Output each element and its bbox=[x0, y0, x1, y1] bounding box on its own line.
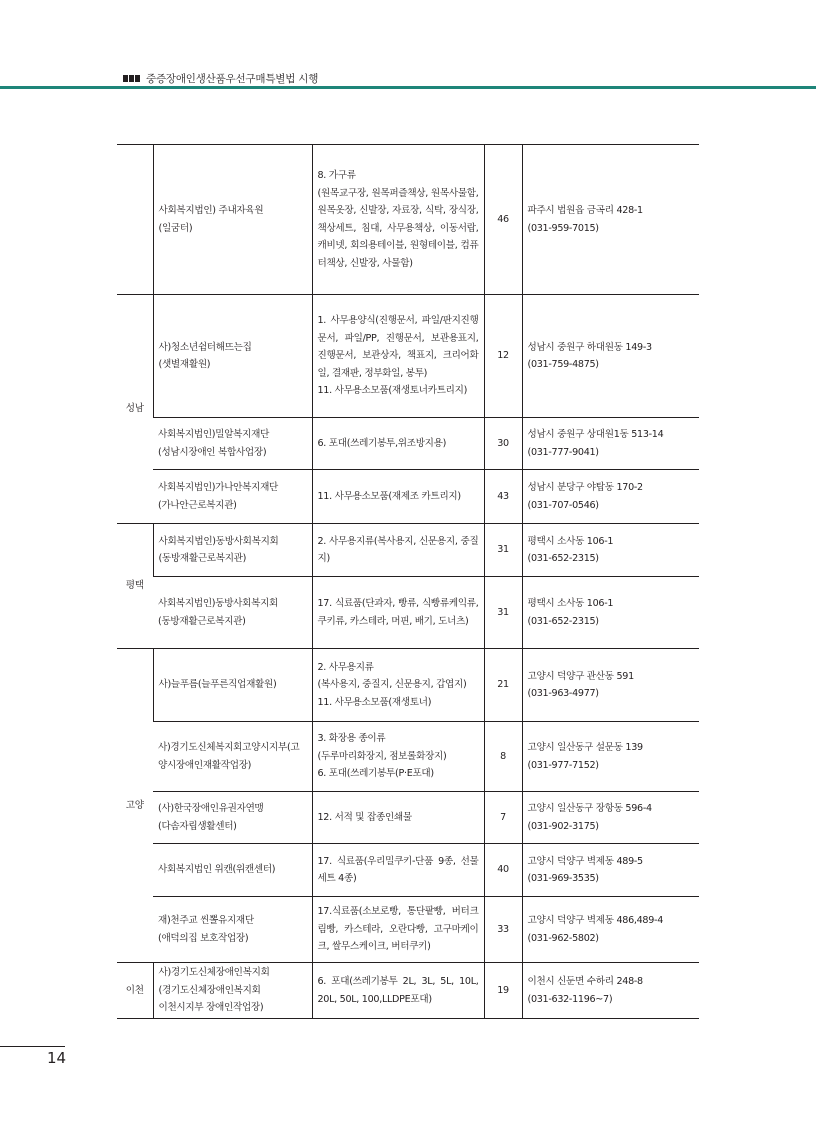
table-row bbox=[117, 792, 699, 844]
product-cell: 17. 식료품(단과자, 빵류, 식빵류케익류, 쿠키류, 카스테라, 머핀, 배기, 도너츠) bbox=[312, 577, 484, 649]
qty-cell: 46 bbox=[484, 145, 522, 295]
table-row bbox=[117, 470, 699, 524]
header-rule bbox=[0, 86, 816, 89]
product-cell: 1. 사무용양식(진행문서, 파일/판지진행문서, 파일/PP, 진행문서, 보관용표지, 진행문서, 보관상자, 책표지, 크리어화일, 결재판, 정부화일, 봉투) 11. 사무용소모품(재생토너카트리지) bbox=[312, 295, 484, 418]
address-cell: 고양시 일산동구 설문동 139 (031-977-7152) bbox=[522, 722, 699, 792]
header-title: 중증장애인생산품우선구매특별법 시행 bbox=[146, 72, 319, 85]
footer-rule bbox=[0, 1046, 65, 1047]
qty-cell: 31 bbox=[484, 577, 522, 649]
header-square-icon bbox=[123, 75, 128, 82]
qty-cell: 8 bbox=[484, 722, 522, 792]
product-cell: 3. 화장용 종이류 (두루마리화장지, 점보롤화장지) 6. 포대(쓰레기봉투(P·E포대) bbox=[312, 722, 484, 792]
header-square-icon bbox=[129, 75, 134, 82]
region-cell: 성남 bbox=[117, 295, 153, 524]
address-cell: 고양시 일산동구 장항동 596-4 (031-902-3175) bbox=[522, 792, 699, 844]
product-cell: 12. 서적 및 잡종인쇄물 bbox=[312, 792, 484, 844]
table-row bbox=[117, 418, 699, 470]
address-cell: 성남시 분당구 야탑동 170-2 (031-707-0546) bbox=[522, 470, 699, 524]
address-cell: 파주시 법원읍 금곡리 428-1 (031-959-7015) bbox=[522, 145, 699, 295]
region-cell: 고양 bbox=[117, 649, 153, 963]
product-cell: 8. 가구류 (원목교구장, 원목퍼즐책상, 원목사물함, 원목옷장, 신발장, 자료장, 식탁, 장식장, 책상세트, 침대, 사무용책상, 이동서랍, 캐비넷, 회의용테이블, 원형테이블, 컴퓨터책상, 신발장, 사물함) bbox=[312, 145, 484, 295]
org-cell: 사)경기도신체장애인복지회 (경기도신체장애인복지회 이천시지부 장애인작업장) bbox=[153, 963, 312, 1019]
org-cell: 재)천주교 씬뽈유지재단 (애덕의집 보호작업장) bbox=[153, 897, 312, 963]
qty-cell: 30 bbox=[484, 418, 522, 470]
table-row bbox=[117, 844, 699, 897]
org-cell: 사회복지법인) 주내자육원 (일굼터) bbox=[153, 145, 312, 295]
address-cell: 고양시 덕양구 벽제동 486,489-4 (031-962-5802) bbox=[522, 897, 699, 963]
table-row bbox=[117, 897, 699, 963]
table-row bbox=[117, 577, 699, 649]
qty-cell: 43 bbox=[484, 470, 522, 524]
qty-cell: 19 bbox=[484, 963, 522, 1019]
org-cell: 사회복지법인)동방사회복지회 (동방재활근로복지관) bbox=[153, 577, 312, 649]
product-cell: 2. 사무용지류 (복사용지, 중질지, 신문용지, 갑엽지) 11. 사무용소모품(재생토너) bbox=[312, 649, 484, 722]
qty-cell: 33 bbox=[484, 897, 522, 963]
product-cell: 6. 포대(쓰레기봉투,위조방지용) bbox=[312, 418, 484, 470]
region-cell: 이천 bbox=[117, 963, 153, 1019]
org-cell: 사)청소년쉼터해뜨는집 (샛별재활원) bbox=[153, 295, 312, 418]
address-cell: 성남시 중원구 하대원동 149-3 (031-759-4875) bbox=[522, 295, 699, 418]
product-cell: 2. 사무용지류(복사용지, 신문용지, 중질지) bbox=[312, 524, 484, 577]
product-cell: 11. 사무용소모품(재제조 카트리지) bbox=[312, 470, 484, 524]
region-cell bbox=[117, 145, 153, 295]
address-cell: 고양시 덕양구 벽제동 489-5 (031-969-3535) bbox=[522, 844, 699, 897]
address-cell: 이천시 신둔면 수하리 248-8 (031-632-1196~7) bbox=[522, 963, 699, 1019]
table-row bbox=[117, 295, 699, 418]
table-row bbox=[117, 524, 699, 577]
region-cell: 평택 bbox=[117, 524, 153, 649]
address-cell: 평택시 소사동 106-1 (031-652-2315) bbox=[522, 577, 699, 649]
product-cell: 17. 식료품(우리밀쿠키-단품 9종, 선물세트 4종) bbox=[312, 844, 484, 897]
address-cell: 성남시 중원구 상대원1동 513-14 (031-777-9041) bbox=[522, 418, 699, 470]
table-row bbox=[117, 145, 699, 295]
org-cell: 사회복지법인)동방사회복지회 (동방재활근로복지관) bbox=[153, 524, 312, 577]
producer-table bbox=[117, 144, 699, 1019]
qty-cell: 21 bbox=[484, 649, 522, 722]
address-cell: 평택시 소사동 106-1 (031-652-2315) bbox=[522, 524, 699, 577]
address-cell: 고양시 덕양구 관산동 591 (031-963-4977) bbox=[522, 649, 699, 722]
org-cell: 사회복지법인)밀알복지재단 (성남시장애인 복합사업장) bbox=[153, 418, 312, 470]
table-row bbox=[117, 963, 699, 1019]
org-cell: (사)한국장애인유권자연맹 (다솜자립생활센터) bbox=[153, 792, 312, 844]
product-cell: 6. 포대(쓰레기봉투 2L, 3L, 5L, 10L, 20L, 50L, 100,LLDPE포대) bbox=[312, 963, 484, 1019]
page-number: 14 bbox=[47, 1049, 67, 1067]
org-cell: 사회복지법인)가나안복지재단 (가나안근로복지관) bbox=[153, 470, 312, 524]
product-cell: 17.식료품(소보로빵, 통단팥빵, 버터크림빵, 카스테라, 오란다빵, 고구마케이크, 쌀무스케이크, 버터쿠키) bbox=[312, 897, 484, 963]
qty-cell: 7 bbox=[484, 792, 522, 844]
qty-cell: 40 bbox=[484, 844, 522, 897]
org-cell: 사)경기도신체복지회고양시지부(고양시장애인재활작업장) bbox=[153, 722, 312, 792]
table-row bbox=[117, 649, 699, 722]
running-header bbox=[123, 70, 318, 86]
qty-cell: 31 bbox=[484, 524, 522, 577]
org-cell: 사회복지법인 위캔(위캔센터) bbox=[153, 844, 312, 897]
qty-cell: 12 bbox=[484, 295, 522, 418]
header-square-icon bbox=[135, 75, 140, 82]
table-row bbox=[117, 722, 699, 792]
org-cell: 사)늘푸름(늘푸른직업재활원) bbox=[153, 649, 312, 722]
